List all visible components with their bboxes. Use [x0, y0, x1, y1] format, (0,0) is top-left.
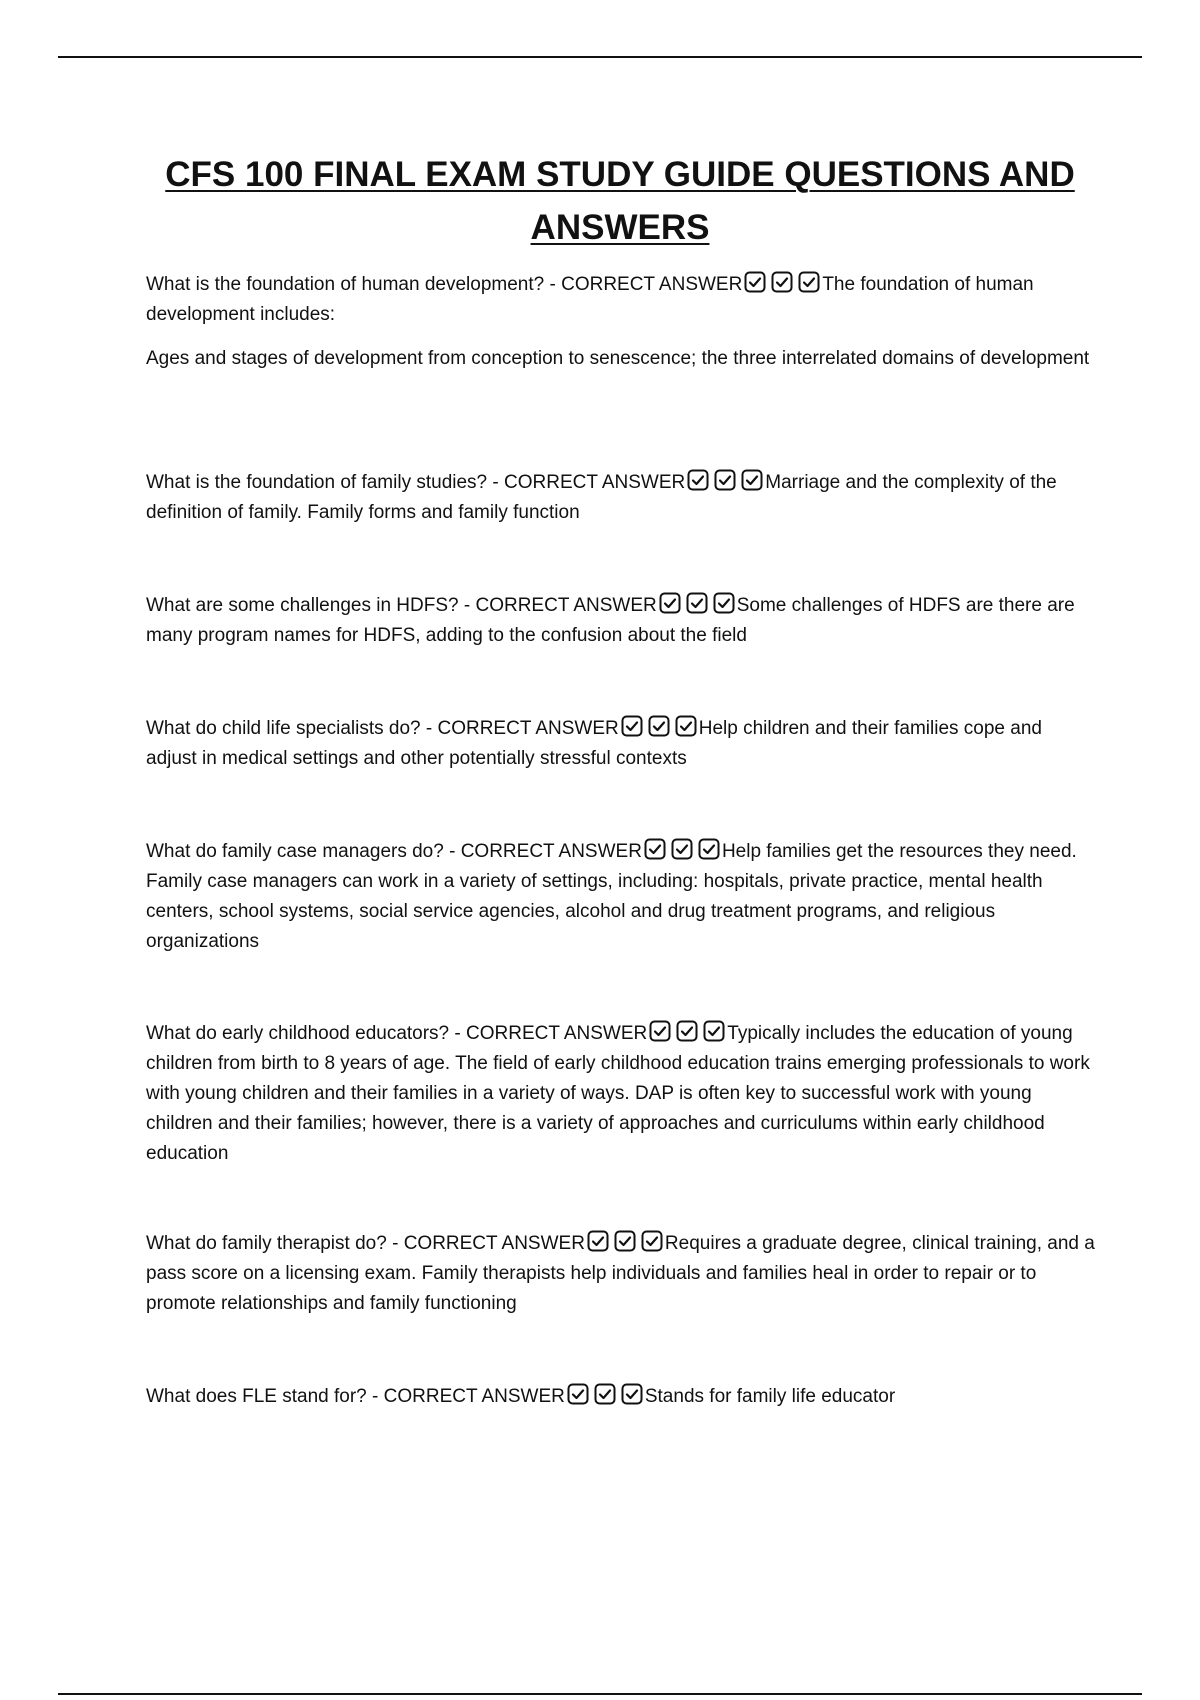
bottom-rule	[58, 1693, 1142, 1695]
answer-label: CORRECT ANSWER	[466, 1023, 648, 1044]
checked-box-icon	[644, 838, 666, 860]
checked-box-icon	[703, 1020, 725, 1042]
checked-box-icon	[621, 1383, 643, 1405]
checked-box-icon	[587, 1230, 609, 1252]
question-text: What is the foundation of human development?	[146, 274, 545, 295]
separator: -	[449, 1023, 467, 1044]
checked-box-icon	[686, 592, 708, 614]
checked-box-icon	[714, 469, 736, 491]
checked-box-icon	[741, 469, 763, 491]
answer-detail: Ages and stages of development from conception to senescence; the three interrelated domains of development	[146, 348, 1090, 369]
checked-box-icon	[567, 1383, 589, 1405]
separator: -	[443, 841, 461, 862]
qa-item-3	[146, 591, 1096, 651]
separator: -	[487, 472, 505, 493]
separator: -	[386, 1233, 404, 1254]
answer-label: CORRECT ANSWER	[460, 841, 642, 862]
check-icons	[744, 271, 820, 293]
checked-box-icon	[594, 1383, 616, 1405]
checked-box-icon	[676, 1020, 698, 1042]
qa-paragraph	[146, 1382, 1096, 1412]
checked-box-icon	[659, 592, 681, 614]
checked-box-icon	[798, 271, 820, 293]
qa-paragraph	[146, 591, 1096, 651]
answer-text: The foundation of human development includes:	[146, 274, 1034, 325]
answer-label: CORRECT ANSWER	[437, 718, 619, 739]
checked-box-icon	[698, 838, 720, 860]
checked-box-icon	[648, 715, 670, 737]
answer-text: Requires a graduate degree, clinical training, and a pass score on a licensing exam. Family therapists help individuals and families heal in order to repair or to promote relationships and family functioning	[146, 1233, 1095, 1314]
answer-label: CORRECT ANSWER	[504, 472, 686, 493]
question-text: What are some challenges in HDFS?	[146, 595, 459, 616]
qa-item-5	[146, 837, 1096, 957]
qa-paragraph	[146, 270, 1096, 330]
qa-item-4	[146, 714, 1096, 774]
qa-item-1	[146, 270, 1096, 374]
question-text: What does FLE stand for?	[146, 1386, 367, 1407]
separator: -	[420, 718, 438, 739]
answer-text: Some challenges of HDFS are there are many program names for HDFS, adding to the confusion about the field	[146, 595, 1075, 646]
qa-item-7	[146, 1229, 1096, 1319]
answer-text: Stands for family life educator	[644, 1386, 896, 1407]
answer-text: Help children and their families cope and adjust in medical settings and other potentially stressful contexts	[146, 718, 1042, 769]
qa-paragraph	[146, 714, 1096, 774]
qa-paragraph	[146, 837, 1096, 957]
check-icons	[687, 469, 763, 491]
answer-label: CORRECT ANSWER	[475, 595, 657, 616]
check-icons	[621, 715, 697, 737]
answer-label: CORRECT ANSWER	[561, 274, 743, 295]
check-icons	[567, 1383, 643, 1405]
separator: -	[458, 595, 476, 616]
checked-box-icon	[621, 715, 643, 737]
question-text: What do child life specialists do?	[146, 718, 421, 739]
answer-label: CORRECT ANSWER	[403, 1233, 585, 1254]
check-icons	[659, 592, 735, 614]
check-icons	[649, 1020, 725, 1042]
question-text: What do family case managers do?	[146, 841, 444, 862]
qa-item-6	[146, 1019, 1096, 1169]
qa-paragraph	[146, 1019, 1096, 1169]
checked-box-icon	[713, 592, 735, 614]
page-title: CFS 100 FINAL EXAM STUDY GUIDE QUESTIONS AND ANSWERS	[165, 155, 1075, 247]
qa-paragraph	[146, 1229, 1096, 1319]
checked-box-icon	[675, 715, 697, 737]
checked-box-icon	[687, 469, 709, 491]
checked-box-icon	[614, 1230, 636, 1252]
separator: -	[544, 274, 562, 295]
separator: -	[366, 1386, 384, 1407]
checked-box-icon	[744, 271, 766, 293]
checked-box-icon	[771, 271, 793, 293]
qa-item-8	[146, 1382, 1096, 1412]
checked-box-icon	[671, 838, 693, 860]
qa-paragraph	[146, 468, 1096, 528]
qa-item-2	[146, 468, 1096, 528]
question-text: What do family therapist do?	[146, 1233, 387, 1254]
check-icons	[587, 1230, 663, 1252]
answer-text: Marriage and the complexity of the definition of family. Family forms and family function	[146, 472, 1057, 523]
question-text: What is the foundation of family studies?	[146, 472, 488, 493]
answer-text: Help families get the resources they need. Family case managers can work in a variety of settings, including: hospitals, private practice, mental health centers, school systems, social service agencies, alcohol and drug treatment programs, and religious organizations	[146, 841, 1077, 952]
question-text: What do early childhood educators?	[146, 1023, 450, 1044]
check-icons	[644, 838, 720, 860]
top-rule	[58, 56, 1142, 58]
answer-text: Typically includes the education of young children from birth to 8 years of age. The field of early childhood education trains emerging professionals to work with young children and their families in a variety of ways. DAP is often key to successful work with young children and their families; however, there is a variety of approaches and curriculums within early childhood education	[146, 1023, 1090, 1164]
answer-label: CORRECT ANSWER	[383, 1386, 565, 1407]
checked-box-icon	[641, 1230, 663, 1252]
checked-box-icon	[649, 1020, 671, 1042]
